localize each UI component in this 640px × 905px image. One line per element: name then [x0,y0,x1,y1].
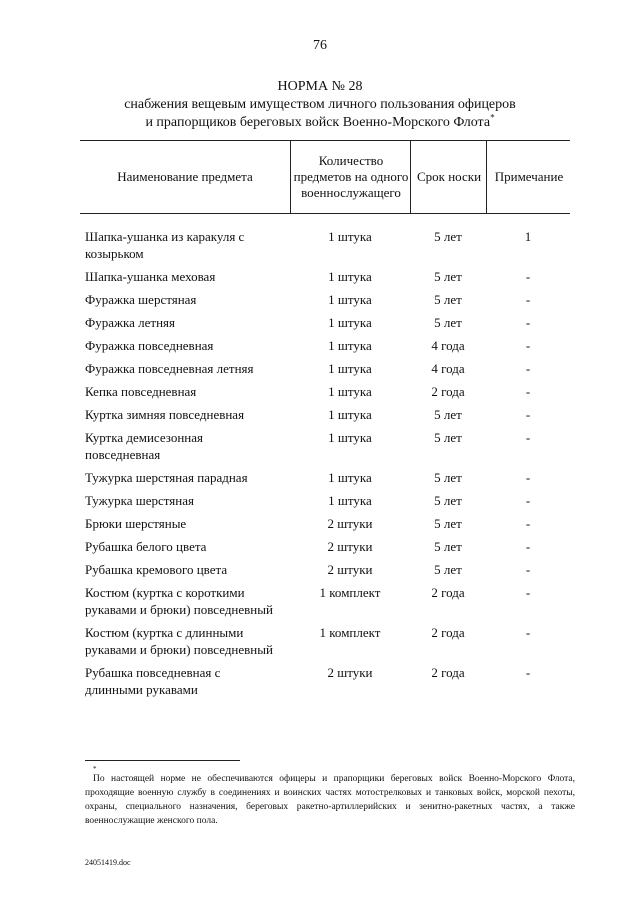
item-name: Тужурка шерстяная [85,493,194,508]
table-row [80,337,570,354]
item-wear-term: 2 года [431,625,465,640]
item-quantity: 1 штука [328,269,372,284]
table-row [80,429,570,463]
item-name: Рубашка повседневная с длинными рукавами [85,665,221,697]
header-wear-term: Срок носки [410,141,487,213]
item-wear-term: 2 года [431,585,465,600]
table-header [80,140,570,214]
item-quantity: 1 штука [328,338,372,353]
subtitle-line-2-text: и прапорщиков береговых войск Военно-Морского Флота [145,115,491,130]
item-note: - [525,361,531,376]
item-name: Фуражка повседневная [85,338,214,353]
table-row [80,228,570,262]
item-quantity: 1 штука [328,292,372,307]
header-quantity: Количество предметов на одного военнослужащего [290,141,411,213]
item-note: - [525,665,531,680]
table-row [80,624,570,658]
table-row [80,291,570,308]
item-name: Рубашка кремового цвета [85,562,228,577]
item-name: Костюм (куртка с длинными рукавами и брюки) повседневный [85,625,273,657]
document-subtitle [0,96,640,132]
item-wear-term: 5 лет [434,539,462,554]
table-body [80,228,570,704]
item-quantity: 1 штука [328,430,372,445]
item-wear-term: 5 лет [434,516,462,531]
item-note: - [525,562,531,577]
item-name: Шапка-ушанка из каракуля с козырьком [85,229,245,261]
item-quantity: 2 штуки [327,562,373,577]
subtitle-line-1: снабжения вещевым имуществом личного пользования офицеров [124,97,516,112]
item-note: - [525,625,531,640]
item-note: - [525,585,531,600]
item-wear-term: 4 года [431,338,465,353]
table-row [80,561,570,578]
subtitle-footnote-mark: * [490,112,495,123]
table-row [80,360,570,377]
item-name: Куртка демисезонная повседневная [85,430,203,462]
item-name: Кепка повседневная [85,384,197,399]
item-quantity: 2 штуки [327,539,373,554]
table-row [80,314,570,331]
item-note: - [525,493,531,508]
item-name: Куртка зимняя повседневная [85,407,245,422]
item-wear-term: 5 лет [434,229,462,244]
item-note: - [525,516,531,531]
item-wear-term: 5 лет [434,562,462,577]
item-name: Фуражка повседневная летняя [85,361,254,376]
item-quantity: 2 штуки [327,665,373,680]
table-row [80,492,570,509]
item-name: Фуражка летняя [85,315,176,330]
item-quantity: 1 штука [328,361,372,376]
item-wear-term: 5 лет [434,470,462,485]
item-quantity: 2 штуки [327,516,373,531]
item-note: - [525,315,531,330]
table-row [80,515,570,532]
item-quantity: 1 штука [328,470,372,485]
table-row [80,538,570,555]
item-note: - [525,292,531,307]
item-wear-term: 5 лет [434,430,462,445]
item-name: Рубашка белого цвета [85,539,207,554]
table-row [80,469,570,486]
item-wear-term: 5 лет [434,407,462,422]
item-name: Шапка-ушанка меховая [85,269,216,284]
item-wear-term: 5 лет [434,292,462,307]
item-name: Фуражка шерстяная [85,292,197,307]
subtitle-line-2 [0,114,640,132]
item-note: - [525,269,531,284]
item-wear-term: 4 года [431,361,465,376]
item-note: - [525,539,531,554]
header-note: Примечание [486,141,571,213]
item-wear-term: 5 лет [434,315,462,330]
item-note: - [525,470,531,485]
footnote-divider [85,760,240,761]
item-quantity: 1 комплект [319,585,381,600]
document-filename: 24051419.doc [85,858,131,867]
document-title: НОРМА № 28 [277,79,363,94]
footnote: * По настоящей норме не обеспечиваются офицеры и прапорщики береговых войск Военно-Морского Флота, проходящие военную службу в соединениях и воинских частях мотострелковых и танковых войск, морской пехоты, охраны, специального назначения, береговых ракетно-артиллерийских и зенитно-ракетных частях, а также военнослужащие женского пола. [85,765,575,826]
header-item-name: Наименование предмета [117,169,253,184]
item-wear-term: 5 лет [434,269,462,284]
item-name: Тужурка шерстяная парадная [85,470,248,485]
item-note: - [525,430,531,445]
item-name: Брюки шерстяные [85,516,187,531]
table-row [80,383,570,400]
item-note: 1 [524,229,532,244]
item-note: - [525,384,531,399]
item-name: Костюм (куртка с короткими рукавами и брюки) повседневный [85,585,273,617]
item-quantity: 1 комплект [319,625,381,640]
item-wear-term: 2 года [431,384,465,399]
item-quantity: 1 штука [328,493,372,508]
table-row [80,268,570,285]
item-wear-term: 2 года [431,665,465,680]
page-number: 76 [313,38,327,53]
item-quantity: 1 штука [328,229,372,244]
item-note: - [525,407,531,422]
item-quantity: 1 штука [328,384,372,399]
table-row [80,406,570,423]
item-wear-term: 5 лет [434,493,462,508]
item-note: - [525,338,531,353]
footnote-text: По настоящей норме не обеспечиваются офицеры и прапорщики береговых войск Военно-Морского Флота, проходящие военную службу в соединениях и воинских частях мотострелковых и танковых войск, морской пехоты, охраны, специального назначения, береговых ракетно-артиллерийских и зенитно-ракетных частях, а также военнослужащие женского пола. [85,774,575,826]
item-quantity: 1 штука [328,315,372,330]
table-row [80,584,570,618]
item-quantity: 1 штука [328,407,372,422]
table-row [80,664,570,698]
